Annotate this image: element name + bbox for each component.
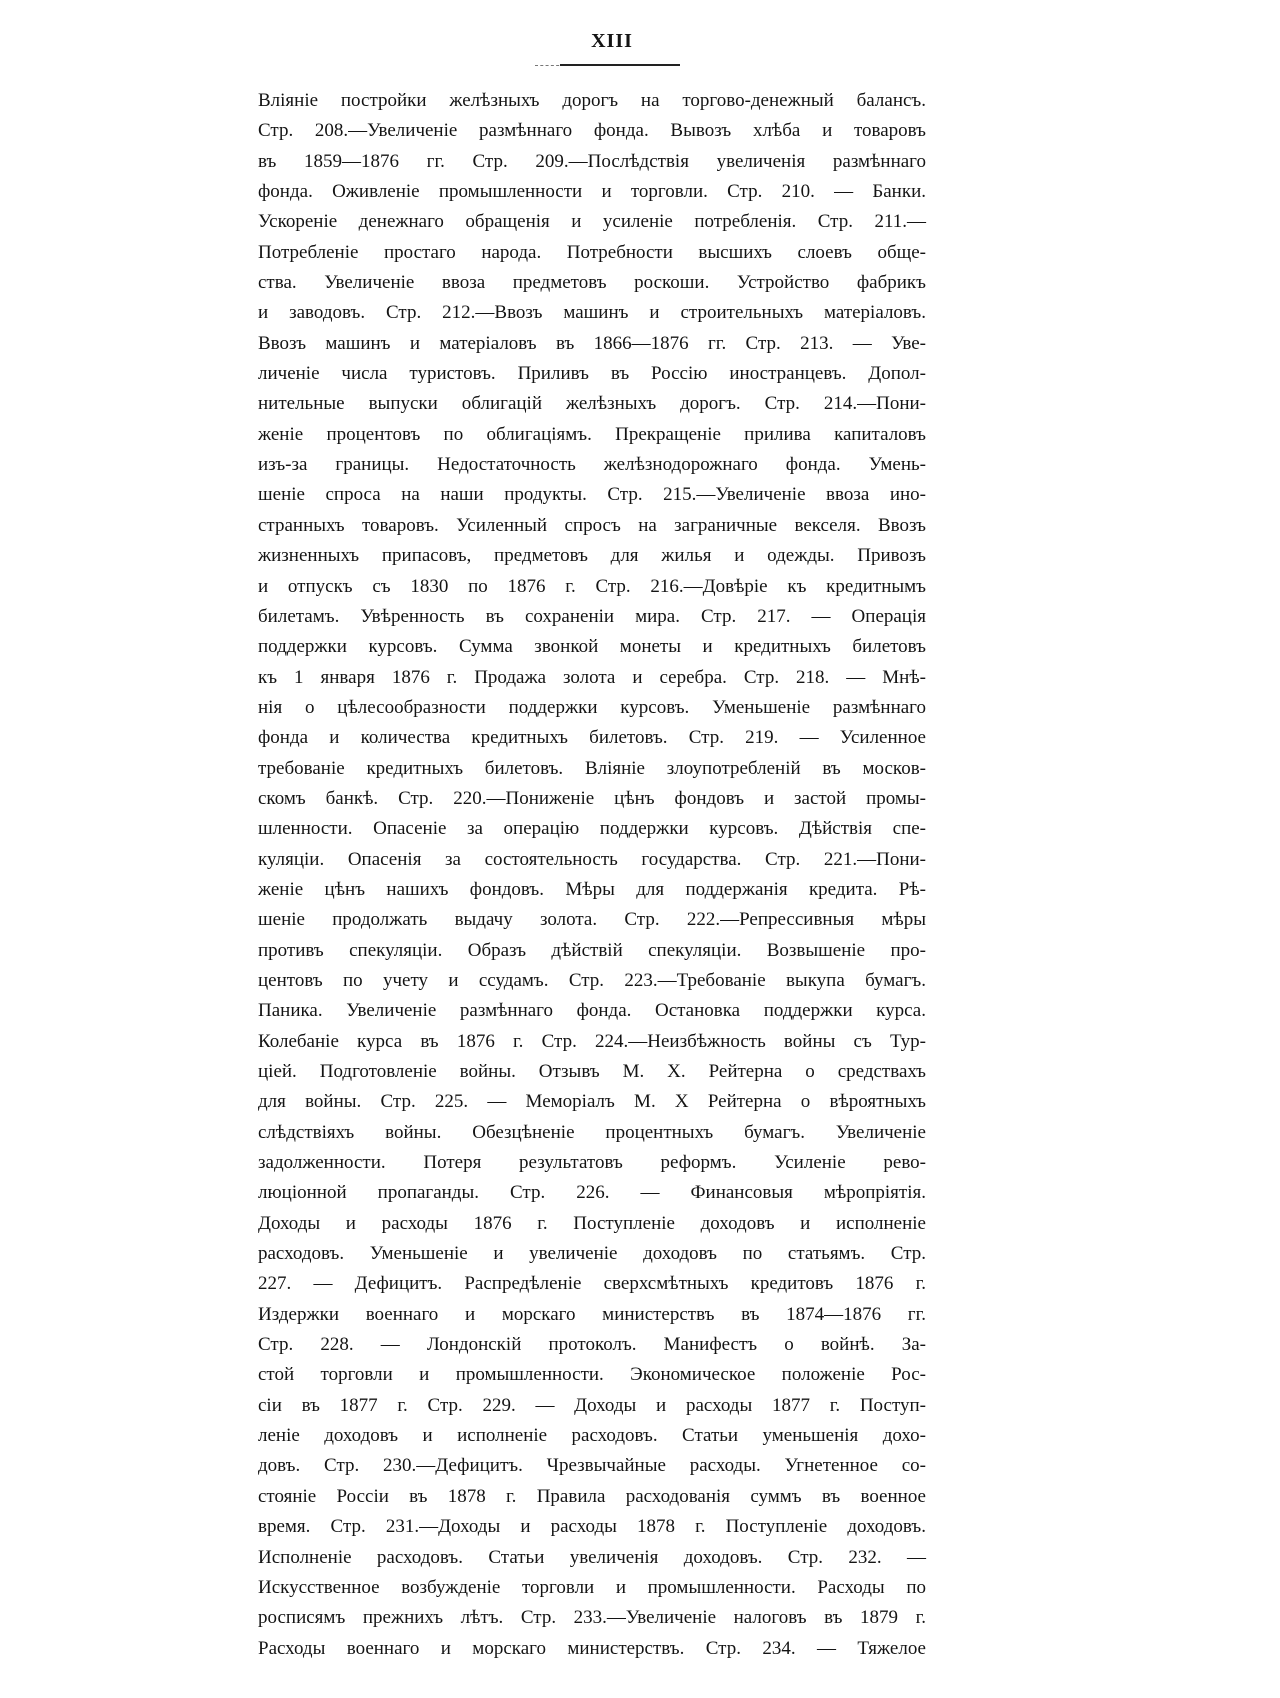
text-line [258, 177, 926, 207]
text-line-content: Колебаніе курса въ 1876 г. Стр. 224.—Неизбѣжность войны съ Тур- [258, 1030, 926, 1052]
text-line [258, 693, 926, 723]
text-line [258, 541, 926, 571]
text-line-content: стояніе Россіи въ 1878 г. Правила расходованія суммъ въ военное [258, 1485, 926, 1507]
text-line [258, 1087, 926, 1117]
text-line [258, 1330, 926, 1360]
text-line-content: въ 1859—1876 гг. Стр. 209.—Послѣдствія увеличенія размѣннаго [258, 150, 926, 172]
text-line-content: женіе цѣнъ нашихъ фондовъ. Мѣры для поддержанія кредита. Рѣ- [258, 878, 926, 900]
text-line-content: 227. — Дефицитъ. Распредѣленіе сверхсмѣтныхъ кредитовъ 1876 г. [258, 1273, 926, 1295]
text-line-content: фонда. Оживленіе промышленности и торговли. Стр. 210. — Банки. [258, 181, 926, 203]
text-line-content: довъ. Стр. 230.—Дефицитъ. Чрезвычайные расходы. Угнетенное со- [258, 1455, 926, 1477]
text-line [258, 663, 926, 693]
text-line-content: задолженности. Потеря результатовъ реформъ. Усиленіе рево- [258, 1152, 926, 1174]
text-line [258, 511, 926, 541]
text-line [258, 147, 926, 177]
text-line-content: женіе процентовъ по облигаціямъ. Прекращеніе прилива капиталовъ [258, 423, 926, 445]
text-line-content: Вліяніе постройки желѣзныхъ дорогъ на торгово-денежный балансъ. [258, 90, 926, 111]
text-line-content: изъ-за границы. Недостаточность желѣзнодорожнаго фонда. Умень- [258, 454, 926, 476]
text-line-content: расходовъ. Уменьшеніе и увеличеніе доходовъ по статьямъ. Стр. [258, 1243, 926, 1265]
text-line-content: поддержки курсовъ. Сумма звонкой монеты и кредитныхъ билетовъ [258, 636, 926, 658]
text-line-content: шеніе спроса на наши продукты. Стр. 215.—Увеличеніе ввоза ино- [258, 484, 926, 506]
text-line [258, 480, 926, 510]
text-line [258, 754, 926, 784]
text-line-content: леніе доходовъ и исполненіе расходовъ. Статьи уменьшенія дохо- [258, 1425, 926, 1447]
text-line [258, 116, 926, 146]
text-line-content: сіи въ 1877 г. Стр. 229. — Доходы и расходы 1877 г. Поступ- [258, 1394, 926, 1416]
text-line [258, 572, 926, 602]
text-line [258, 298, 926, 328]
text-line [258, 1269, 926, 1299]
text-line [258, 207, 926, 237]
text-line-content: Доходы и расходы 1876 г. Поступленіе доходовъ и исполненіе [258, 1212, 926, 1234]
text-line-content: Потребленіе простаго народа. Потребности высшихъ слоевъ обще- [258, 241, 926, 263]
table-of-contents-text [258, 86, 926, 1664]
text-line [258, 936, 926, 966]
text-line-content: требованіе кредитныхъ билетовъ. Вліяніе злоупотребленій въ москов- [258, 757, 926, 779]
text-line [258, 359, 926, 389]
text-line [258, 1482, 926, 1512]
text-line-content: Ввозъ машинъ и матеріаловъ въ 1866—1876 гг. Стр. 213. — Уве- [258, 332, 926, 354]
text-line-content: ціей. Подготовленіе войны. Отзывъ М. Х. Рейтерна о средствахъ [258, 1061, 926, 1082]
text-line [258, 1148, 926, 1178]
text-line [258, 723, 926, 753]
text-line-content: билетамъ. Увѣренность въ сохраненіи мира. Стр. 217. — Операція [258, 605, 926, 627]
text-line [258, 875, 926, 905]
page-number: XIII [591, 30, 633, 52]
text-line-content: шеніе продолжать выдачу золота. Стр. 222.—Репрессивныя мѣры [258, 909, 926, 931]
text-line [258, 86, 926, 116]
text-line-content: Ускореніе денежнаго обращенія и усиленіе потребленія. Стр. 211.— [258, 211, 926, 233]
text-line-content: къ 1 января 1876 г. Продажа золота и серебра. Стр. 218. — Мнѣ- [258, 666, 926, 688]
text-line-content: Стр. 228. — Лондонскій протоколъ. Манифестъ о войнѣ. За- [258, 1334, 926, 1356]
text-line [258, 1239, 926, 1269]
text-line-content: нительные выпуски облигацій желѣзныхъ дорогъ. Стр. 214.—Пони- [258, 393, 926, 415]
text-line [258, 420, 926, 450]
text-line-content: Расходы военнаго и морскаго министерствъ. Стр. 234. — Тяжелое [258, 1637, 926, 1659]
text-line-content: стой торговли и промышленности. Экономическое положеніе Рос- [258, 1364, 926, 1386]
text-line-content: фонда и количества кредитныхъ билетовъ. Стр. 219. — Усиленное [258, 727, 926, 749]
text-line [258, 845, 926, 875]
text-line-content: время. Стр. 231.—Доходы и расходы 1878 г. Поступленіе доходовъ. [258, 1516, 926, 1538]
text-line [258, 1603, 926, 1633]
text-line-content: и отпускъ съ 1830 по 1876 г. Стр. 216.—Довѣріе къ кредитнымъ [258, 575, 926, 597]
text-line [258, 966, 926, 996]
text-line-content: куляціи. Опасенія за состоятельность государства. Стр. 221.—Пони- [258, 848, 926, 870]
text-line [258, 602, 926, 632]
text-line-content: скомъ банкѣ. Стр. 220.—Пониженіе цѣнъ фондовъ и застой промы- [258, 787, 926, 809]
text-line-content: Издержки военнаго и морскаго министерствъ въ 1874—1876 гг. [258, 1303, 926, 1325]
text-line [258, 1118, 926, 1148]
text-line [258, 450, 926, 480]
header-rule [560, 64, 680, 66]
text-line [258, 1543, 926, 1573]
text-line-content: жизненныхъ припасовъ, предметовъ для жилья и одежды. Привозъ [258, 545, 926, 567]
text-line [258, 1178, 926, 1208]
text-line [258, 784, 926, 814]
text-line [258, 1634, 926, 1664]
text-line [258, 814, 926, 844]
text-line-content: ства. Увеличеніе ввоза предметовъ роскоши. Устройство фабрикъ [258, 272, 926, 294]
text-line-content: нія о цѣлесообразности поддержки курсовъ. Уменьшеніе размѣннаго [258, 696, 926, 718]
text-line [258, 1057, 926, 1087]
text-line-content: противъ спекуляціи. Образъ дѣйствій спекуляціи. Возвышеніе про- [258, 939, 926, 961]
text-line-content: центовъ по учету и ссудамъ. Стр. 223.—Требованіе выкупа бумагъ. [258, 969, 926, 991]
text-line [258, 1421, 926, 1451]
text-line [258, 1451, 926, 1481]
text-line [258, 1360, 926, 1390]
text-line [258, 996, 926, 1026]
text-line [258, 632, 926, 662]
text-line-content: Искусственное возбужденіе торговли и промышленности. Расходы по [258, 1576, 926, 1598]
text-line-content: шленности. Опасеніе за операцію поддержки курсовъ. Дѣйствія спе- [258, 818, 926, 840]
text-line [258, 1512, 926, 1542]
text-line-content: личеніе числа туристовъ. Приливъ въ Россію иностранцевъ. Допол- [258, 363, 926, 385]
text-line [258, 389, 926, 419]
text-line [258, 905, 926, 935]
text-line-content: странныхъ товаровъ. Усиленный спросъ на заграничные векселя. Ввозъ [258, 514, 926, 536]
text-line-content: слѣдствіяхъ войны. Обезцѣненіе процентныхъ бумагъ. Увеличеніе [258, 1121, 926, 1143]
text-line [258, 238, 926, 268]
text-line-content: Исполненіе расходовъ. Статьи увеличенія доходовъ. Стр. 232. — [258, 1546, 926, 1568]
text-line-content: и заводовъ. Стр. 212.—Ввозъ машинъ и строительныхъ матеріаловъ. [258, 302, 926, 324]
text-line-content: люціонной пропаганды. Стр. 226. — Финансовыя мѣропріятія. [258, 1182, 926, 1204]
text-line [258, 268, 926, 298]
text-line-content: Паника. Увеличеніе размѣннаго фонда. Остановка поддержки курса. [258, 1000, 926, 1022]
text-line-content: Стр. 208.—Увеличеніе размѣннаго фонда. Вывозъ хлѣба и товаровъ [258, 120, 926, 142]
text-line [258, 1209, 926, 1239]
text-line-content: росписямъ прежнихъ лѣтъ. Стр. 233.—Увеличеніе налоговъ въ 1879 г. [258, 1607, 926, 1629]
text-line [258, 1027, 926, 1057]
text-line [258, 1300, 926, 1330]
text-line [258, 1573, 926, 1603]
text-line [258, 329, 926, 359]
text-line [258, 1391, 926, 1421]
text-line-content: для войны. Стр. 225. — Меморіалъ М. Х Рейтерна о вѣроятныхъ [258, 1091, 926, 1113]
